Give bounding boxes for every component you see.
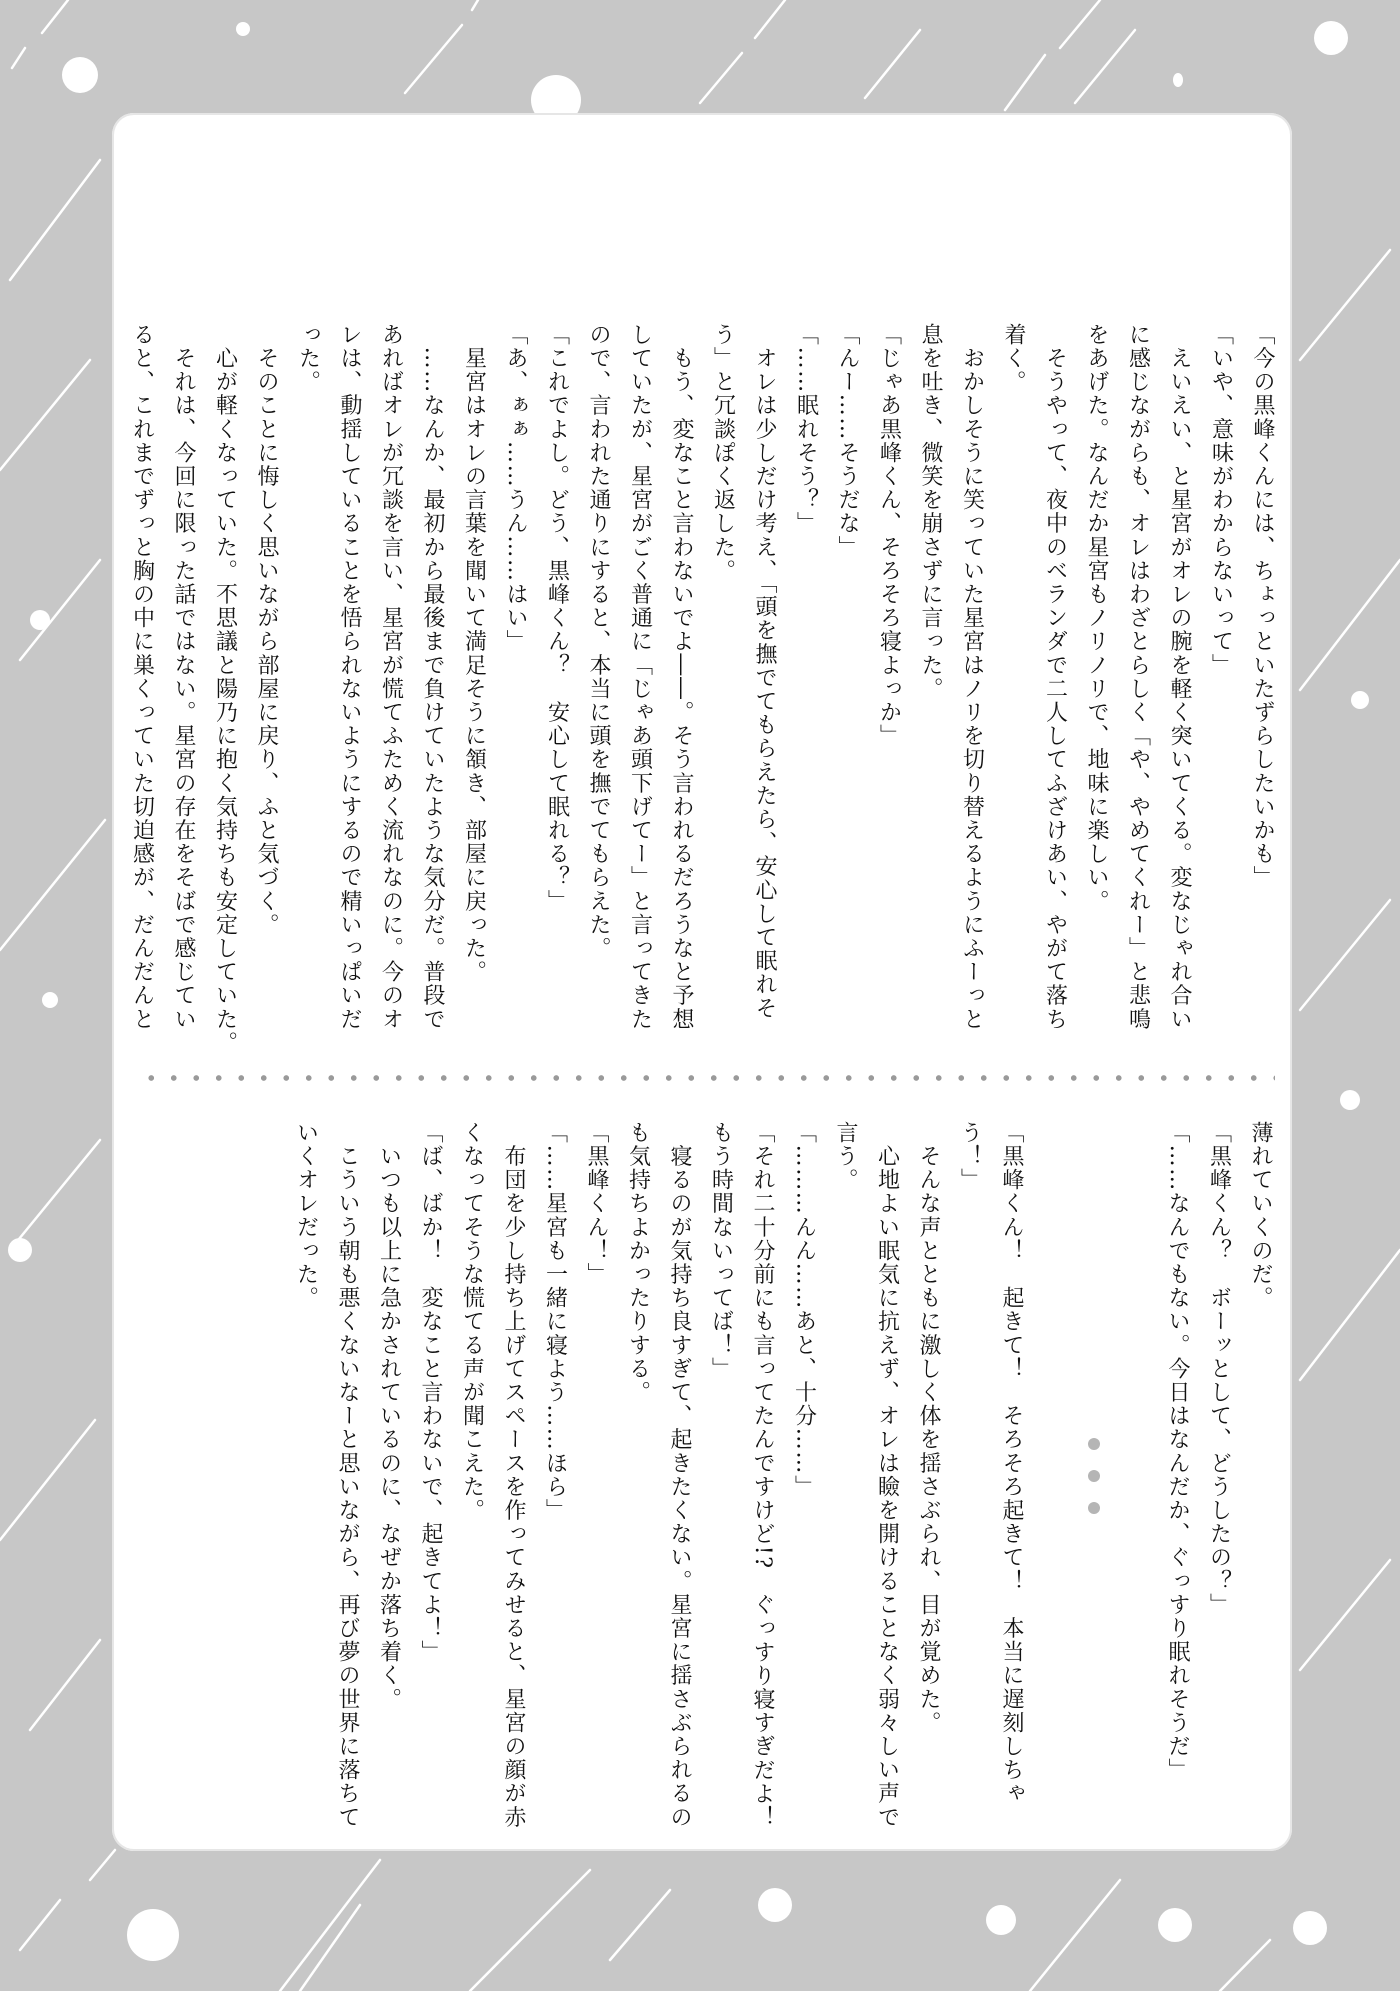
text-column: ので、言われた通りにすると、本当に頭を撫でてもらえた。 <box>586 323 611 961</box>
text-column: そんな声とともに激しく体を揺さぶられ、目が覚めた。 <box>916 1121 941 1735</box>
text-column: 「黒峰くん？ ボーッとして、どうしたの？」 <box>1206 1121 1232 1617</box>
text-column: 言う。 <box>833 1121 858 1192</box>
text-column: 「今の黒峰くんには、ちょっといたずらしたいかも」 <box>1250 323 1275 890</box>
text-column: 「……星宮も一緒に寝よう……ほら」 <box>542 1121 568 1523</box>
text-column: も気持ちよかったりする。 <box>625 1121 651 1405</box>
text-column: 「じゃあ黒峰くん、そろそろ寝よっか」 <box>876 323 902 748</box>
text-column: 着く。 <box>1001 323 1026 394</box>
text-column: していたが、星宮がごく普通に「じゃあ頭下げてー」と言ってきた <box>627 323 653 1031</box>
text-column: った。 <box>295 323 321 394</box>
text-column: もう、変なこと言わないでよ――。そう言われるだろうなと予想 <box>669 323 694 1031</box>
text-column: 「……眠れそう？」 <box>793 323 819 536</box>
text-column: 「いや、意味がわからないって」 <box>1208 323 1234 677</box>
text-column: こういう朝も悪くないなーと思いながら、再び夢の世界に落ちて <box>335 1121 360 1829</box>
lower-text-block <box>285 1121 1281 1841</box>
scene-break-dot <box>1088 1438 1100 1450</box>
text-column: 「……なんでもない。今日はなんだか、ぐっすり眠れそうだ」 <box>1165 1121 1190 1782</box>
text-column: 「それ二十分前にも言ってたんですけど!? ぐっすり寝すぎだよ！ <box>750 1121 775 1830</box>
text-column: ……なんか、最初から最後まで負けていたような気分だ。普段で <box>420 323 445 1031</box>
text-column: 「黒峰くん！」 <box>584 1121 609 1287</box>
text-column: それは、今回に限った話ではない。星宮の存在をそばで感じてい <box>171 323 196 1031</box>
text-column: そうやって、夜中のベランダで二人してふざけあい、やがて落ち <box>1042 323 1068 1031</box>
scene-break-gap <box>1115 1121 1157 1841</box>
text-column: いくオレだった。 <box>293 1121 319 1310</box>
text-column: 息を吐き、微笑を崩さずに言った。 <box>918 323 943 701</box>
text-column: 「あ、ぁぁ……うん……はい」 <box>503 323 528 654</box>
text-column: ると、これまでずっと胸の中に巣くっていた切迫感が、だんだんと <box>129 323 155 1031</box>
text-column: に感じながらも、オレはわざとらしく「や、やめてくれー」と悲鳴 <box>1125 323 1151 1031</box>
dotted-divider <box>140 1075 1275 1081</box>
text-column: う」と冗談ぽく返した。 <box>710 323 736 583</box>
scene-break-gap <box>1032 1121 1074 1841</box>
text-column: 「これでよし。どう、黒峰くん？ 安心して眠れる？」 <box>544 323 570 913</box>
text-column: レは、動揺していることを悟られないようにするので精いっぱいだ <box>337 323 362 1031</box>
text-column: う！」 <box>957 1121 983 1192</box>
text-column: 「ば、ばか！ 変なこと言わないで、起きてよ！」 <box>418 1121 443 1664</box>
text-column: えいえい、と星宮がオレの腕を軽く突いてくる。変なじゃれ合い <box>1167 323 1192 1031</box>
text-column: 「………んん……あと、十分……」 <box>791 1121 817 1499</box>
text-column: くなってそうな慌てる声が聞こえた。 <box>459 1121 485 1523</box>
text-column: いつも以上に急かされているのに、なぜか落ち着く。 <box>376 1121 402 1711</box>
text-column: 「黒峰くん！ 起きて！ そろそろ起きて！ 本当に遅刻しちゃ <box>999 1121 1024 1806</box>
text-column: そのことに悔しく思いながら部屋に戻り、ふと気づく。 <box>254 323 279 937</box>
text-column: あればオレが冗談を言い、星宮が慌てふためく流れなのに。今のオ <box>378 323 404 1031</box>
text-column: 心地よい眠気に抗えず、オレは瞼を開けることなく弱々しい声で <box>874 1121 900 1829</box>
text-column: 布団を少し持ち上げてスペースを作ってみせると、星宮の顔が赤 <box>501 1121 526 1829</box>
text-column: おかしそうに笑っていた星宮はノリを切り替えるようにふーっと <box>959 323 985 1031</box>
scene-break-dot <box>1088 1502 1100 1514</box>
text-column: もう時間ないってば！」 <box>708 1121 734 1381</box>
scene-break-dot <box>1088 1470 1100 1482</box>
text-column: 星宮はオレの言葉を聞いて満足そうに頷き、部屋に戻った。 <box>461 323 487 984</box>
text-column: オレは少しだけ考え、「頭を撫でてもらえたら、安心して眠れそ <box>752 323 777 1020</box>
text-column: 心が軽くなっていた。不思議と陽乃に抱く気持ちも安定していた。 <box>212 323 238 1055</box>
upper-text-block <box>121 323 1283 1055</box>
text-column: をあげた。なんだか星宮もノリノリで、地味に楽しい。 <box>1084 323 1109 913</box>
text-column: 薄れていくのだ。 <box>1248 1121 1273 1310</box>
text-column: 寝るのが気持ち良すぎて、起きたくない。星宮に揺さぶられるの <box>667 1121 692 1829</box>
text-column: 「んー……そうだな」 <box>835 323 860 559</box>
